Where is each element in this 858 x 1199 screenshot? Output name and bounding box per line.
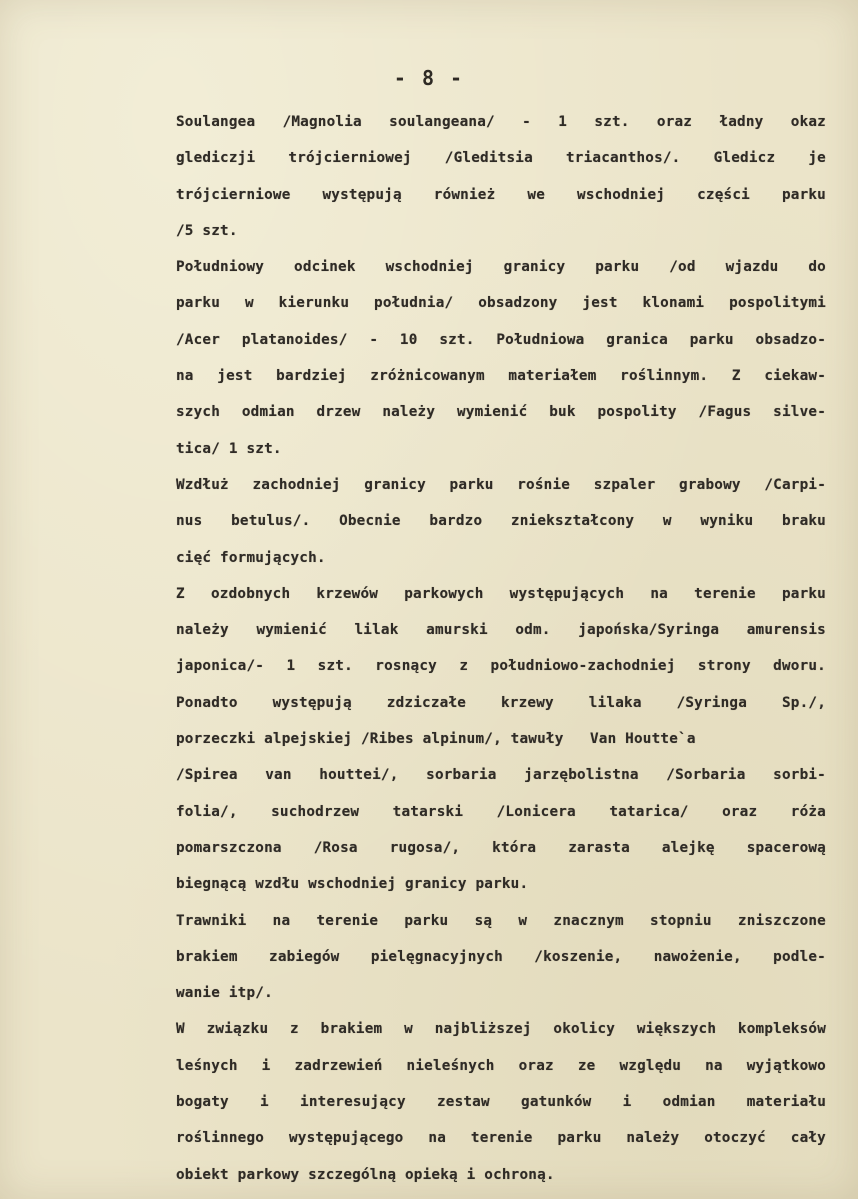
text-line: brakiem zabiegów pielęgnacyjnych /koszenie, nawożenie, podle- (176, 948, 826, 965)
text-line: pomarszczona /Rosa rugosa/, która zarasta alejkę spacerową (176, 839, 826, 856)
text-line: Z ozdobnych krzewów parkowych występujących na terenie parku (176, 585, 826, 602)
text-line: japonica/- 1 szt. rosnący z południowo-zachodniej strony dworu. (176, 658, 826, 675)
text-line: tica/ 1 szt. (176, 440, 282, 457)
text-line: folia/, suchodrzew tatarski /Lonicera tatarica/ oraz róża (176, 803, 826, 820)
text-line: Soulangea /Magnolia soulangeana/ - 1 szt. oraz ładny okaz (176, 114, 826, 130)
text-line: Południowy odcinek wschodniej granicy parku /od wjazdu do (176, 259, 826, 276)
text-line: porzeczki alpejskiej /Ribes alpinum/, tawuły Van Houtte`a (176, 731, 696, 748)
text-line: nus betulus/. Obecnie bardzo zniekształcony w wyniku braku (176, 513, 826, 530)
text-line: Wzdłuż zachodniej granicy parku rośnie szpaler grabowy /Carpi- (176, 476, 826, 493)
text-line: leśnych i zadrzewień nieleśnych oraz ze względu na wyjątkowo (176, 1057, 826, 1074)
text-line: obiekt parkowy szczególną opieką i ochroną. (176, 1166, 555, 1183)
page-number: - 8 - (393, 66, 465, 90)
text-line: wanie itp/. (176, 985, 273, 1002)
text-line: /5 szt. (176, 222, 238, 239)
text-line: /Spirea van houttei/, sorbaria jarzębolistna /Sorbaria sorbi- (176, 767, 826, 784)
text-line: W związku z brakiem w najbliższej okolicy większych kompleksów (176, 1021, 826, 1038)
text-line: parku w kierunku południa/ obsadzony jest klonami pospolitymi (176, 295, 826, 312)
text-line: /Acer platanoides/ - 10 szt. Południowa granica parku obsadzo- (176, 331, 826, 348)
text-line: bogaty i interesujący zestaw gatunków i odmian materiału (176, 1094, 826, 1111)
text-line: Trawniki na terenie parku są w znacznym stopniu zniszczone (176, 912, 826, 929)
text-line: należy wymienić lilak amurski odm. japońska/Syringa amurensis (176, 622, 826, 639)
text-line: Ponadto występują zdziczałe krzewy lilaka /Syringa Sp./, (176, 694, 826, 711)
text-line: glediczji trójcierniowej /Gleditsia triacanthos/. Gledicz je (176, 150, 826, 167)
text-line: biegnącą wzdłu wschodniej granicy parku. (176, 876, 529, 893)
text-line: szych odmian drzew należy wymienić buk pospolity /Fagus silve- (176, 404, 826, 421)
text-line: trójcierniowe występują również we wschodniej części parku (176, 186, 826, 203)
text-line: roślinnego występującego na terenie parku należy otoczyć cały (176, 1130, 826, 1147)
text-line: na jest bardziej zróżnicowanym materiałem roślinnym. Z ciekaw- (176, 368, 826, 385)
body-text (176, 104, 826, 1193)
text-line: cięć formujących. (176, 549, 326, 566)
